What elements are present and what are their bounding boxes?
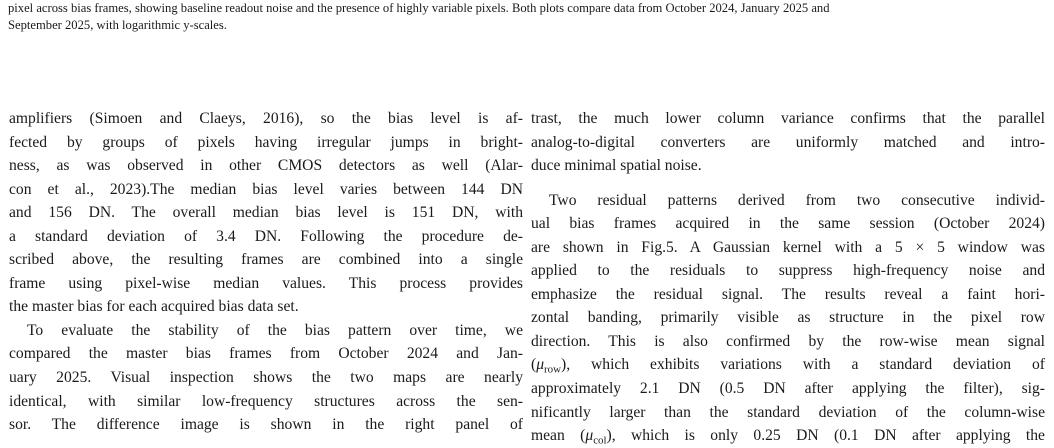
math-subscript: col [593, 434, 607, 447]
text-line: are shown in Fig.5. A Gaussian kernel with a 5 × 5 window was [531, 238, 1045, 256]
text-line: and 156 DN. The overall median bias level is 151 DN, with [9, 204, 523, 222]
text-line: direction. This is also confirmed by the row-wise mean signal [531, 332, 1045, 350]
caption-line: pixel across bias frames, showing baseline readout noise and the presence of highly variable pixels. Both plots compare data from October 2024, January 2025 and [8, 1, 830, 15]
math-subscript: row [544, 363, 561, 376]
caption-line: September 2025, with logarithmic y-scales. [8, 18, 227, 32]
text-line: trast, the much lower column variance confirms that the parallel [531, 110, 1045, 127]
text-line: ness, as was observed in other CMOS detectors as well (Alar- [9, 157, 523, 175]
text-line: compared the master bias frames from October 2024 and Jan- [9, 345, 523, 363]
text-line: zontal banding, primarily visible as structure in the pixel row [531, 309, 1045, 327]
left-column [9, 107, 523, 437]
text-fragment: mean ( [531, 427, 586, 445]
text-line-with-math [531, 424, 1045, 448]
text-line: ual bias frames acquired in the same session (October 2024) [531, 215, 1045, 233]
text-line: nificantly larger than the standard deviation of the column-wise [531, 403, 1045, 421]
paragraph [531, 189, 1045, 448]
paragraph-gap [531, 178, 1045, 189]
text-line: fected by groups of pixels having irregular jumps in bright- [9, 133, 523, 151]
text-line: frame using pixel-wise median values. This process provides [9, 274, 523, 292]
text-line: analog-to-digital converters are uniformly matched and intro- [531, 133, 1045, 151]
text-fragment: ), which exhibits variations with a standard deviation of [561, 356, 1045, 374]
text-fragment: ), which is only 0.25 DN (0.1 DN after applying the [606, 427, 1045, 445]
text-line: con et al., 2023).The median bias level varies between 144 DN [9, 180, 523, 198]
paragraph [9, 319, 523, 437]
text-line: scribed above, the resulting frames are combined into a single [9, 251, 523, 269]
text-line: a standard deviation of 3.4 DN. Following the procedure de- [9, 227, 523, 245]
right-column [531, 107, 1045, 448]
text-line: approximately 2.1 DN (0.5 DN after applying the filter), sig- [531, 380, 1045, 398]
paragraph [9, 107, 523, 319]
math-symbol: μ [585, 427, 594, 445]
text-line: identical, with similar low-frequency structures across the sen- [9, 392, 523, 410]
text-line: emphasize the residual signal. The results reveal a faint hori- [531, 285, 1045, 303]
text-line: duce minimal spatial noise. [531, 157, 702, 175]
text-line: Two residual patterns derived from two consecutive individ- [549, 191, 1045, 209]
text-line: applied to the residuals to suppress high-frequency noise and [531, 262, 1045, 280]
figure-caption [8, 0, 1048, 34]
text-line: uary 2025. Visual inspection shows the two maps are nearly [9, 369, 523, 387]
text-fragment: ( [531, 356, 537, 374]
text-line: sor. The difference image is shown in the right panel of [9, 416, 523, 434]
paragraph [531, 107, 1045, 178]
text-line: To evaluate the stability of the bias pattern over time, we [27, 321, 523, 339]
text-line: amplifiers (Simoen and Claeys, 2016), so the bias level is af- [9, 110, 523, 127]
text-line: the master bias for each acquired bias data set. [9, 298, 299, 316]
text-line-with-math [531, 353, 1045, 377]
math-symbol: μ [536, 356, 545, 374]
